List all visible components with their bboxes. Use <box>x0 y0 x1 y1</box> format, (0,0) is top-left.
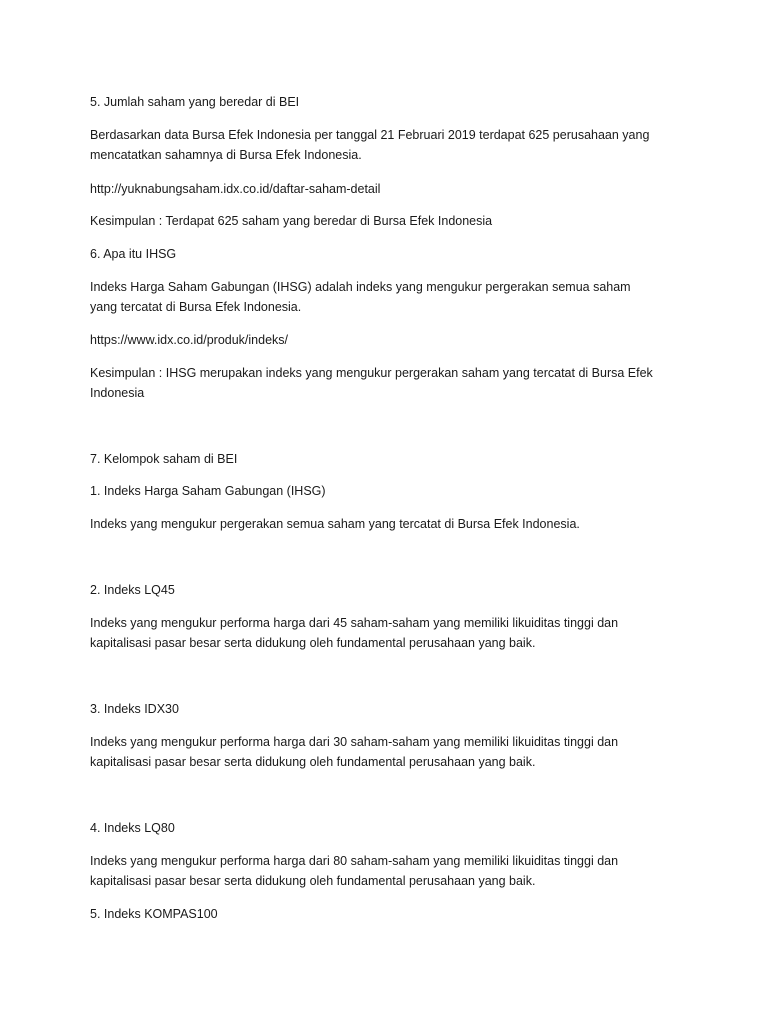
item-1-desc: Indeks yang mengukur pergerakan semua saham yang tercatat di Bursa Efek Indonesia. <box>90 517 580 531</box>
item-4-title: 4. Indeks LQ80 <box>90 821 175 835</box>
item-2-title: 2. Indeks LQ45 <box>90 583 175 597</box>
section-5-body: Berdasarkan data Bursa Efek Indonesia per tanggal 21 Februari 2019 terdapat 625 perusahaan yang mencatatkan sahamnya di Bursa Efek Indonesia. <box>90 128 650 162</box>
item-2-desc: Indeks yang mengukur performa harga dari 45 saham-saham yang memiliki likuiditas tinggi dan kapitalisasi pasar besar serta didukung oleh fundamental perusahaan yang baik. <box>90 616 619 650</box>
section-5-url: http://yuknabungsaham.idx.co.id/daftar-saham-detail <box>90 182 381 196</box>
section-6-conclusion: Kesimpulan : IHSG merupakan indeks yang mengukur pergerakan saham yang tercatat di Bursa Efek Indonesia <box>90 366 653 400</box>
item-3-title: 3. Indeks IDX30 <box>90 702 179 716</box>
section-6-url: https://www.idx.co.id/produk/indeks/ <box>90 333 289 347</box>
section-5-heading: 5. Jumlah saham yang beredar di BEI <box>90 95 300 109</box>
item-5-title: 5. Indeks KOMPAS100 <box>90 907 218 921</box>
item-3-desc: Indeks yang mengukur performa harga dari 30 saham-saham yang memiliki likuiditas tinggi dan kapitalisasi pasar besar serta didukung oleh fundamental perusahaan yang baik. <box>90 735 619 769</box>
item-1-title: 1. Indeks Harga Saham Gabungan (IHSG) <box>90 484 326 498</box>
item-4-desc: Indeks yang mengukur performa harga dari 80 saham-saham yang memiliki likuiditas tinggi dan kapitalisasi pasar besar serta didukung oleh fundamental perusahaan yang baik. <box>90 854 619 888</box>
section-5-conclusion: Kesimpulan : Terdapat 625 saham yang beredar di Bursa Efek Indonesia <box>90 214 493 228</box>
section-7-heading: 7. Kelompok saham di BEI <box>90 452 238 466</box>
section-6-body: Indeks Harga Saham Gabungan (IHSG) adalah indeks yang mengukur pergerakan semua saham yang tercatat di Bursa Efek Indonesia. <box>90 280 631 314</box>
section-6-heading: 6. Apa itu IHSG <box>90 247 177 261</box>
